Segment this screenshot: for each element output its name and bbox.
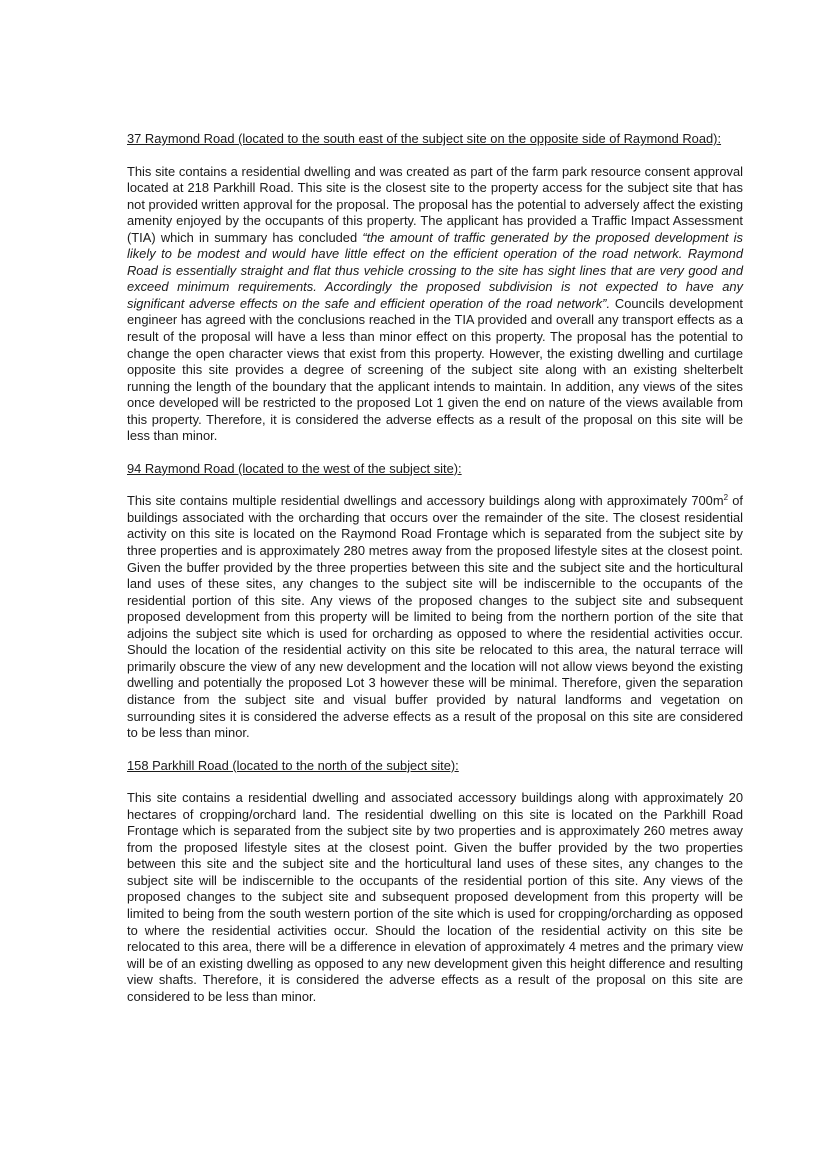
body-text: This site contains a residential dwelling and was created as part of the farm park resource consent approval located at 218 Parkhill Road. This site is the closest site to the property access for the subject site that has not provided written approval for the proposal. The proposal has the potential to adversely affect the existing amenity enjoyed by the occupants of this property. The applicant has provided a Traffic Impact Assessment (TIA) which in summary has concluded xyxy=(127,163,743,245)
body-text: of buildings associated with the orcharding that occurs over the remainder of the site. The closest residential activity on this site is located on the Raymond Road Frontage which is separated from the subject site by three properties and is approximately 280 metres away from the proposed lifestyle sites at the closest point. Given the buffer provided by the three properties between this site and the subject site and the horticultural land uses of these sites, any changes to the subject site will be indiscernible to the occupants of the residential portion of this site. Any views of the proposed changes to the subject site and subsequent proposed development from this property will be limited to being from the northern portion of the site that adjoins the subject site which is used for orcharding as opposed to where the residential activities occur. Should the location of the residential activity on this site be relocated to this area, the natural terrace will primarily obscure the view of any new development and the location will not allow views beyond the existing dwelling and potentially the proposed Lot 3 however these will be minimal. Therefore, given the separation distance from the subject site and visual buffer provided by natural landforms and vegetation on surrounding sites it is considered the adverse effects as a result of the proposal on this site are considered to be less than minor. xyxy=(127,493,743,741)
spacer xyxy=(127,477,743,493)
section-heading-37-raymond-road: 37 Raymond Road (located to the south east of the subject site on the opposite side of Raymond Road): xyxy=(127,131,722,146)
spacer xyxy=(127,445,743,461)
superscript: 2 xyxy=(723,493,729,503)
section-heading-94-raymond-road: 94 Raymond Road (located to the west of the subject site): xyxy=(127,460,462,476)
section-body-37-raymond-road xyxy=(127,164,743,445)
spacer xyxy=(127,148,743,164)
spacer xyxy=(127,742,743,758)
spacer xyxy=(127,774,743,790)
body-text: Councils development engineer has agreed with the conclusions reached in the TIA provided and overall any transport effects as a result of the proposal will have a less than minor effect on this property. The proposal has the potential to change the open character views that exist from this property. However, the existing dwelling and curtilage opposite this site provides a degree of screening of the subject site along with an existing shelterbelt running the length of the boundary that the applicant intends to maintain. In addition, any views of the sites once developed will be restricted to the proposed Lot 1 given the end on nature of the views available from this property. Therefore, it is considered the adverse effects as a result of the proposal on this site will be less than minor. xyxy=(127,295,743,444)
section-body-94-raymond-road xyxy=(127,493,743,741)
section-heading-158-parkhill-road: 158 Parkhill Road (located to the north of the subject site): xyxy=(127,757,459,773)
page-content xyxy=(127,131,743,1005)
body-text: This site contains multiple residential dwellings and accessory buildings along with approximately 700m xyxy=(127,493,724,509)
tia-quote: “the amount of traffic generated by the proposed development is likely to be modest and would have little effect on the efficient operation of the road network. Raymond Road is essentially straight and flat thus vehicle crossing to the site has sight lines that are very good and exceed minimum requirements. Accordingly the proposed subdivision is not expected to have any significant adverse effects on the safe and efficient operation of the road network”. xyxy=(127,229,743,311)
section-body-158-parkhill-road: This site contains a residential dwelling and associated accessory buildings along with approximately 20 hectares of cropping/orchard land. The residential dwelling on this site is located on the Parkhill Road Frontage which is separated from the subject site by two properties and is approximately 260 metres away from the proposed lifestyle sites at the closest point. Given the buffer provided by the two properties between this site and the subject site and the horticultural land uses of these sites, any changes to the subject site will be indiscernible to the occupants of the residential portion of this site. Any views of the proposed changes to the subject site and subsequent proposed development from this property will be limited to being from the south western portion of the site which is used for cropping/orcharding as opposed to where the residential activities occur. Should the location of the residential activity on this site be relocated to this area, there will be a difference in elevation of approximately 4 metres and the primary view will be of an existing dwelling as opposed to any new development given this height difference and resulting view shafts. Therefore, it is considered the adverse effects as a result of the proposal on this site are considered to be less than minor. xyxy=(127,790,743,1004)
